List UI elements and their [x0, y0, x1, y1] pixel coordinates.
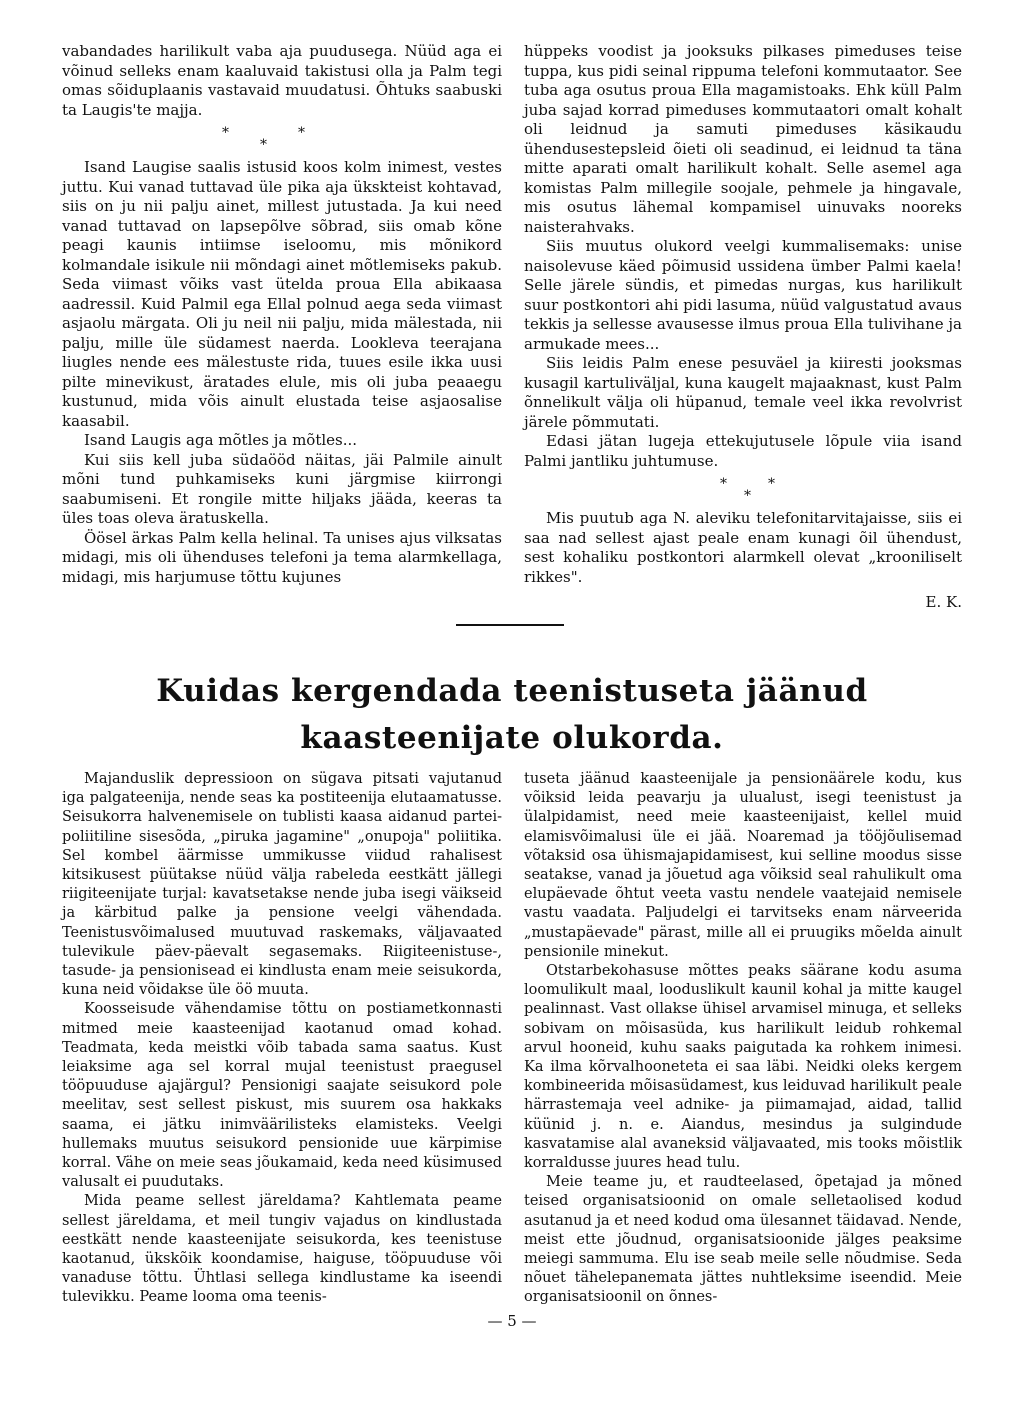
column-bottom-left [62, 770, 502, 1308]
paragraph: Meie teame ju, et raudteelased, õpetajad ja mõned teised organisatsioonid on omale selletaolised kodud asutanud ja et need kodud oma ülesannet täidavad. Nende, meist ette jõudnud, organisatsioonide jälges peaksime meiegi sammuma. Elu ise seab meile selle nõudmise. Seda nõuet tähelepanemata jättes nuhtleksime iseendid. Meie organisatsioonil on õnnes- [524, 1174, 962, 1306]
paragraph: Otstarbekohasuse mõttes peaks säärane kodu asuma loomulikult maal, looduslikult kaunil kohal ja mitte kaugel pealinnast. Vast ollakse ühisel arvamisel minuga, et selleks sobivam on mõisasüda, kus harilikult leidub rohkemal arvul hooneid, kuhu saaks paigutada ka rohkem inimesi. Ka ilma kõrvalhooneteta ei saa läbi. Neidki oleks kergem kombineerida mõisasüdamest, kus leiduvad harilikult peale härrastemaja veel adnike- ja piimamajad, aidad, tallid küünid j. n. e. Aiandus, mesindus ja sulgindude kasvatamise alal avaneksid väljavaated, mis tooks mõistlik korraldusse juures head tulu. [524, 963, 962, 1172]
paragraph: Mida peame sellest järeldama? Kahtlemata peame sellest järeldama, et meil tungiv vajadus on kindlustada eestkätt nende kaasteenijate seisukorda, kes teenistuse kaotanud, ükskõik koondamise, haiguse, tööpuuduse või vanaduse tõttu. Ühtlasi sellega kindlustame ka iseendi tulevikku. Peame looma oma teenis- [62, 1193, 502, 1306]
paragraph: Öösel ärkas Palm kella helinal. Ta unises ajus vilksatas midagi, mis oli ühenduses telefoni ja tema alarmkellaga, midagi, mis harjumuse tõttu kujunes [62, 528, 502, 586]
article-headline: Kuidas kergendada teenistuseta jäänud kaasteenijate olukorda. [156, 673, 868, 756]
paragraph: Isand Laugis aga mõtles ja mõtles... [84, 431, 358, 449]
paragraph: Isand Laugise saalis istusid koos kolm inimest, vestes juttu. Kui vanad tuttavad üle pika aja ükskteist kohtavad, siis on ju nii palju ainet, millest jutustada. Ja kui need vanad tuttavad on lapsepõlve sõbrad, siis omab kõne peagi kaunis intiimse iseloomu, mis mõnikord kolmandale isikule nii mõndagi ainet mõtlemiseks pakub. Seda viimast võiks vast ütelda proua Ella abikaasa aadressil. Kuid Palmil ega Ellal polnud aega seda viimast asjaolu märgata. Oli ju neil nii palju, mida mälestada, nii palju, mille üle südamest naerda. Lookleva teerajana liugles nende ees mälestuste rida, tuues esile ikka uusi pilte minevikust, äratades elule, mis oli juba peaaegu kustunud, mida võis ainult elustada teise asjaosalise kaasabil. [62, 158, 502, 430]
paragraph: Siis leidis Palm enese pesuväel ja kiiresti jooksmas kusagil kartuliväljal, kuna kaugelt majaaknast, kust Palm õnnelikult välja oli hüpanud, temale veel ikka revolvrist järele põmmutati. [524, 354, 962, 431]
paragraph: Siis muutus olukord veelgi kummalisemaks: unise naisolevuse käed põimusid ussidena ümber Palmi kaela! Selle järele sündis, et pimedas nurgas, kus harilikult suur postkontori ahi pidi lasuma, nüüd valgustatud avaus tekkis ja sellesse avausesse ilmus proua Ella tulivihane ja armukade mees... [524, 237, 962, 353]
paragraph: Edasi jätan lugeja ettekujutusele lõpule viia isand Palmi jantliku juhtumuse. [524, 432, 962, 470]
column-bottom-right [524, 770, 962, 1308]
paragraph: Majanduslik depressioon on sügava pitsati vajutanud iga palgateenija, nende seas ka postiteenija elutaamatusse. Seisukorra halvenemisele on tublisti kaasa aidanud partei-poliitiline sisesõda, „piruka jagamine" „onupoja" poliitika. Sel kombel äärmisse ummikusse viidud rahalisest kitsikusest püütakse nüüd välja rabeleda eestkätt jällegi riigiteenijate turjal: kavatsetakse nende juba isegi väikseid ja kärbitud palke ja pensione veelgi vähendada. Teenistusvõimalused muutuvad raskemaks, väljavaated tulevikule päev-päevalt segasemaks. Riigiteenistuse-, tasude- ja pensionisead ei kindlusta enam meie seisukorda, kuna neid võidakse üle öö muuta. [62, 771, 502, 999]
section-separator: * * * [720, 476, 775, 504]
paragraph: Mis puutub aga N. aleviku telefonitarvitajaisse, siis ei saa nad sellest ajast peale enam kunagi õil ühendust, sest kohaliku postkontori alarmkell olevat „krooniliselt rikkes". [524, 509, 962, 586]
section-separator: * * * [222, 125, 305, 153]
paragraph: Kui siis kell juba südaööd näitas, jäi Palmile ainult mõni tund puhkamiseks kuni järgmise kiirrongi saabumiseni. Et rongile mitte hiljaks jääda, keeras ta üles toas oleva äratuskella. [62, 450, 502, 527]
signature: E. K. [925, 593, 962, 611]
column-top-right [524, 42, 962, 613]
divider-rule [456, 624, 564, 626]
page-number: — 5 — [487, 1312, 537, 1330]
paragraph: Koosseisude vähendamise tõttu on postiametkonnasti mitmed meie kaasteenijad kaotanud omad kohad. Teadmata, keda meistki võib tabada sama saatus. Kust leiaksime aga sel korral mujal teenistust praegusel tööpuuduse ajajärgul? Pensionigi saajate seisukord pole meelitav, sest sellest piskust, mis suurem osa hakkaks saama, ei jätku inimväärilisteks elamisteks. Veelgi hullemaks muutus seisukord pensionide uue kärpimise korral. Vähe on meie seas jõukamaid, keda need küsimused valusalt ei puudutaks. [62, 1001, 502, 1191]
column-top-left [62, 42, 502, 587]
paragraph: hüppeks voodist ja jooksuks pilkases pimeduses teise tuppa, kus pidi seinal rippuma telefoni kommutaator. See tuba aga osutus proua Ella magamistoaks. Ehk küll Palm juba sajad korrad pimeduses kommutaatori omalt kohalt oli leidnud ja samuti pimeduses käsikaudu ühendusestepsleid õieti oli seadinud, ei leidnud ta täna mitte aparati omalt harilikult kohalt. Selle asemel aga komistas Palm millegile soojale, pehmele ja hingavale, mis osutus lähemal kompamisel uinuvaks nooreks naisterahvaks. [524, 42, 962, 236]
paragraph: vabandades harilikult vaba aja puudusega. Nüüd aga ei võinud selleks enam kaaluvaid takistusi olla ja Palm tegi omas sõiduplaanis vastavaid muudatusi. Õhtuks saabuski ta Laugis'te majja. [62, 42, 502, 119]
paragraph: tuseta jäänud kaasteenijale ja pensionäärele kodu, kus võiksid leida peavarju ja ulualust, isegi teenistust ja ülalpidamist, need meie kaasteenijaist, kellel muid elamisvõimalusi üle ei jää. Noaremad ja tööjõulisemad võtaksid osa ühismajapidamisest, kui selline moodus sisse seatakse, vanad ja jõuetud aga võiksid seal rahulikult oma elupäevade õhtut veeta vastu nendele vaatejaid nemisele vastu vaadata. Paljudelgi ei tarvitseks enam närveerida „mustapäevade" pärast, mille all ei pruugiks mõelda ainult pensionile minekut. [524, 771, 962, 960]
